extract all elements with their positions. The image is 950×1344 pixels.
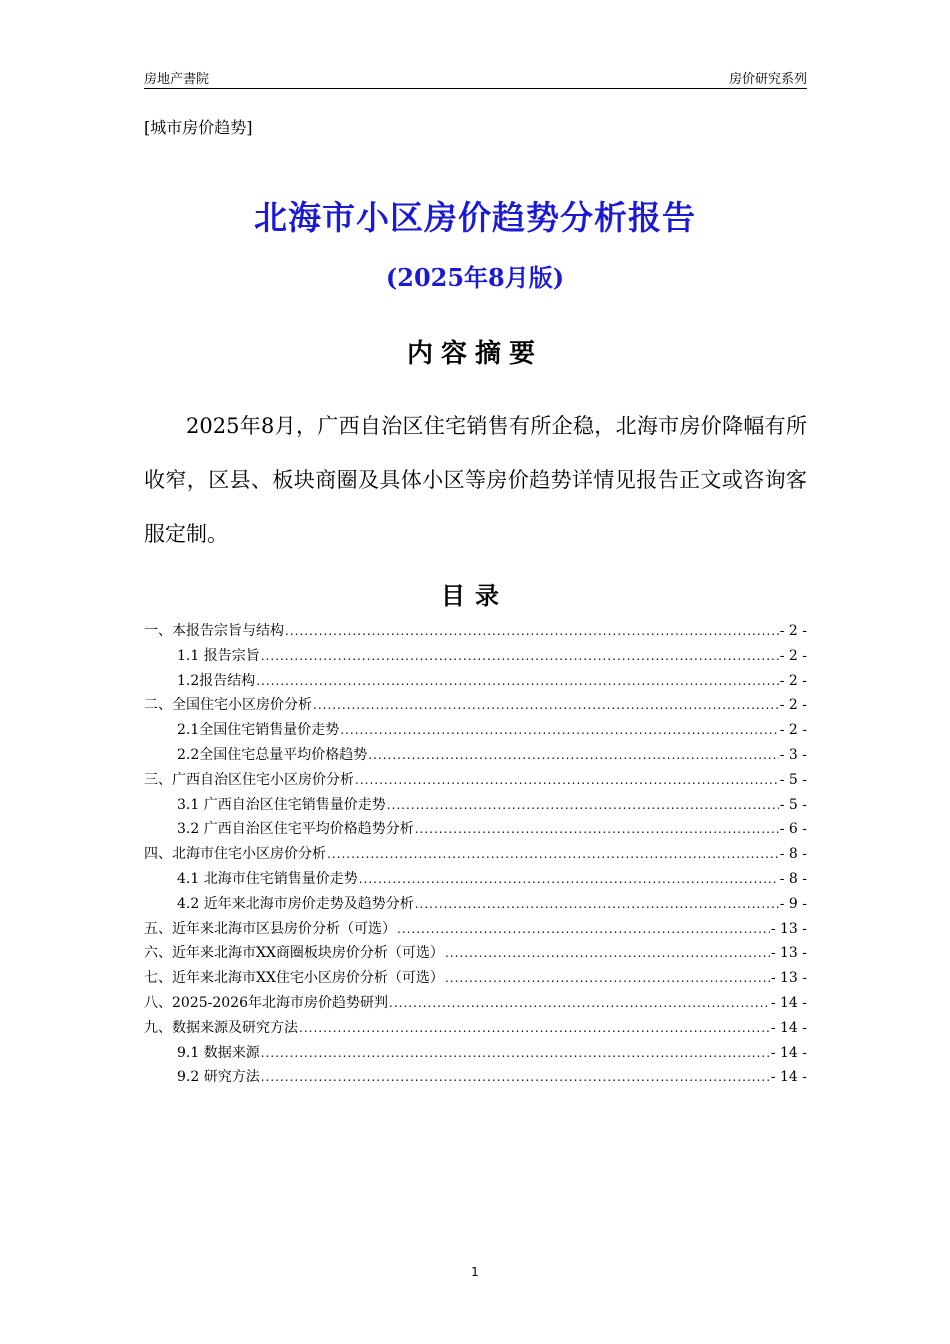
page-number: 1 <box>471 1265 479 1279</box>
toc-entry-label: 9.2 研究方法 <box>177 1069 260 1086</box>
toc-dot-leader <box>313 698 779 712</box>
toc-entry-label: 九、数据来源及研究方法 <box>144 1019 298 1036</box>
toc-entry-label: 4.1 北海市住宅销售量价走势 <box>177 870 358 887</box>
toc-dot-leader <box>340 723 778 737</box>
toc-entry[interactable] <box>144 694 807 719</box>
toc-dot-leader <box>445 946 770 960</box>
toc-entry[interactable] <box>144 719 807 744</box>
toc-entry[interactable] <box>144 967 807 992</box>
toc-entry[interactable] <box>144 868 807 893</box>
toc-dot-leader <box>397 922 770 936</box>
abstract-heading: 内容摘要 <box>406 339 543 369</box>
toc-entry[interactable] <box>144 893 807 918</box>
toc-entry-page: - 13 - <box>770 970 807 987</box>
toc-dot-leader <box>355 773 779 787</box>
abstract-body: 2025年8月，广西自治区住宅销售有所企稳，北海市房价降幅有所收窄，区县、板块商圈及具体小区等房价趋势详情见报告正文或咨询客服定制。 <box>144 414 807 546</box>
toc-dot-leader <box>368 748 778 762</box>
toc-entry-page: - 14 - <box>770 1044 807 1061</box>
toc-entry-page: - 9 - <box>779 895 807 912</box>
toc-dot-leader <box>299 1021 770 1035</box>
toc-entry-page: - 2 - <box>779 647 807 664</box>
toc-entry[interactable] <box>144 843 807 868</box>
toc-entry-page: - 13 - <box>770 920 807 937</box>
toc-entry-page: - 14 - <box>770 1019 807 1036</box>
toc-entry-label: 4.2 近年来北海市房价走势及趋势分析 <box>177 895 414 912</box>
toc-entry-page: - 14 - <box>770 1069 807 1086</box>
toc-entry-page: - 8 - <box>779 846 807 863</box>
toc-entry-page: - 5 - <box>779 796 807 813</box>
toc-dot-leader <box>389 996 770 1010</box>
toc-dot-leader <box>261 1070 770 1084</box>
toc-entry[interactable] <box>144 794 807 819</box>
toc-entry-label: 9.1 数据来源 <box>177 1044 260 1061</box>
toc-entry[interactable] <box>144 1017 807 1042</box>
toc-entry-page: - 2 - <box>779 697 807 714</box>
toc-heading: 目录 <box>441 582 509 610</box>
toc-entry-page: - 2 - <box>779 672 807 689</box>
toc-entry[interactable] <box>144 1042 807 1067</box>
toc-entry-page: - 2 - <box>779 623 807 639</box>
page-header <box>144 66 807 89</box>
toc-entry-label: 3.2 广西自治区住宅平均价格趋势分析 <box>177 821 414 838</box>
toc-entry[interactable] <box>144 1066 807 1091</box>
header-left-text: 房地产書院 <box>144 72 210 87</box>
toc-entry-page: - 14 - <box>770 994 807 1011</box>
toc-entry-label: 1.1 报告宗旨 <box>177 647 260 664</box>
toc-entry-label: 四、北海市住宅小区房价分析 <box>144 846 326 863</box>
toc-entry-label: 八、2025-2026年北海市房价趋势研判 <box>144 994 388 1011</box>
toc-entry[interactable] <box>144 818 807 843</box>
toc-entry-label: 二、全国住宅小区房价分析 <box>144 697 312 714</box>
table-of-contents <box>144 620 807 1091</box>
toc-entry-label: 1.2报告结构 <box>177 672 256 689</box>
toc-dot-leader <box>415 897 779 911</box>
header-right-text: 房价研究系列 <box>728 72 807 87</box>
toc-dot-leader <box>415 822 779 836</box>
toc-entry-label: 3.1 广西自治区住宅销售量价走势 <box>177 796 386 813</box>
toc-entry-label: 三、广西自治区住宅小区房价分析 <box>144 771 354 788</box>
toc-entry[interactable] <box>144 918 807 943</box>
toc-entry-label: 五、近年来北海市区县房价分析（可选） <box>144 920 396 937</box>
toc-dot-leader <box>261 1046 770 1060</box>
document-edition: (2025年8月版) <box>385 263 565 292</box>
toc-dot-leader <box>445 971 770 985</box>
toc-dot-leader <box>285 624 779 638</box>
toc-entry-label: 七、近年来北海市XX住宅小区房价分析（可选） <box>144 970 444 987</box>
toc-entry-page: - 3 - <box>779 746 807 763</box>
category-tag: [城市房价趋势] <box>144 118 253 137</box>
toc-dot-leader <box>261 649 779 663</box>
document-title: 北海市小区房价趋势分析报告 <box>254 198 696 237</box>
toc-entry[interactable] <box>144 992 807 1017</box>
toc-entry-label: 六、近年来北海市XX商圈板块房价分析（可选） <box>144 945 444 962</box>
toc-entry[interactable] <box>144 942 807 967</box>
toc-entry-label: 一、本报告宗旨与结构 <box>144 623 284 639</box>
toc-entry-page: - 5 - <box>779 771 807 788</box>
toc-dot-leader <box>327 847 779 861</box>
toc-dot-leader <box>359 872 779 886</box>
toc-dot-leader <box>256 674 778 688</box>
toc-entry[interactable] <box>144 620 807 645</box>
toc-entry-page: - 2 - <box>779 722 807 739</box>
toc-entry-page: - 8 - <box>779 870 807 887</box>
toc-entry-page: - 6 - <box>779 821 807 838</box>
toc-entry[interactable] <box>144 645 807 670</box>
toc-entry-page: - 13 - <box>770 945 807 962</box>
toc-entry[interactable] <box>144 744 807 769</box>
toc-entry[interactable] <box>144 670 807 695</box>
toc-entry-label: 2.2全国住宅总量平均价格趋势 <box>177 746 368 763</box>
toc-entry[interactable] <box>144 769 807 794</box>
toc-dot-leader <box>387 798 779 812</box>
toc-entry-label: 2.1全国住宅销售量价走势 <box>177 722 340 739</box>
